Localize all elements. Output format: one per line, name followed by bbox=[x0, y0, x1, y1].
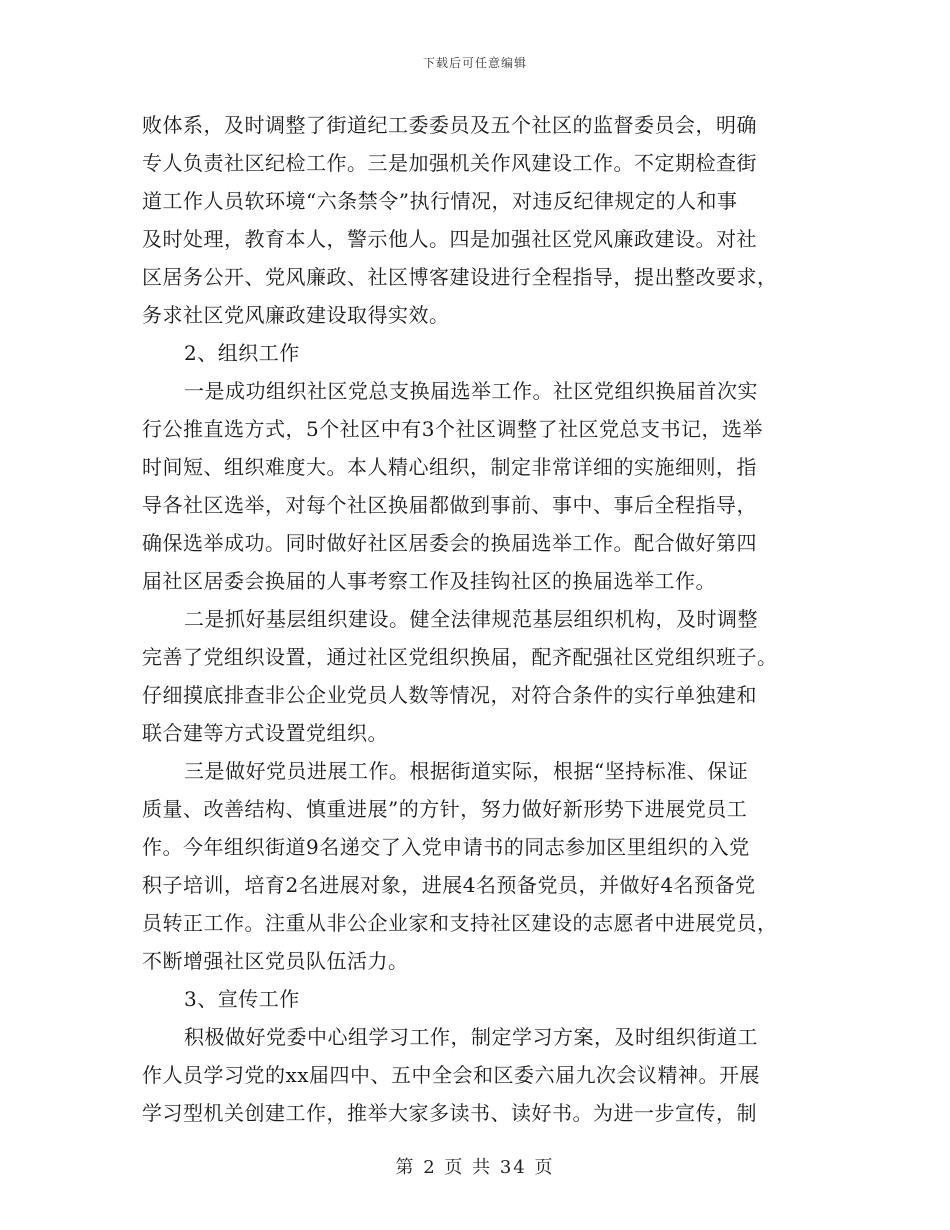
page-footer: 第 2 页 共 34 页 bbox=[395, 1157, 555, 1178]
text-line: 作。今年组织街道9名递交了入党申请书的同志参加区里组织的入党 bbox=[142, 835, 750, 859]
text-line: 行公推直选方式，5个社区中有3个社区调整了社区党总支书记，选举 bbox=[142, 417, 763, 441]
text-line: 不断增强社区党员队伍活力。 bbox=[142, 949, 409, 973]
text-line: 学习型机关创建工作，推举大家多读书、读好书。为进一步宣传，制 bbox=[142, 1101, 757, 1125]
text-line: 区居务公开、党风廉政、社区博客建设进行全程指导，提出整改要求， bbox=[142, 265, 778, 289]
text-line: 导各社区选举，对每个社区换届都做到事前、事中、事后全程指导， bbox=[142, 493, 757, 517]
text-line: 3、宣传工作 bbox=[184, 987, 300, 1011]
text-line: 仔细摸底排查非公企业党员人数等情况，对符合条件的实行单独建和 bbox=[142, 683, 757, 707]
text-line: 积极做好党委中心组学习工作，制定学习方案，及时组织街道工 bbox=[184, 1025, 758, 1049]
text-line: 三是做好党员进展工作。根据街道实际，根据“坚持标准、保证 bbox=[184, 759, 749, 783]
text-line: 质量、改善结构、慎重进展”的方针，努力做好新形势下进展党员工 bbox=[142, 797, 748, 821]
text-line: 确保选举成功。同时做好社区居委会的换届选举工作。配合做好第四 bbox=[142, 531, 757, 555]
text-line: 届社区居委会换届的人事考察工作及挂钩社区的换届选举工作。 bbox=[142, 569, 716, 593]
text-line: 务求社区党风廉政建设取得实效。 bbox=[142, 303, 450, 327]
page-header: 下载后可任意编辑 bbox=[422, 56, 527, 70]
text-line: 联合建等方式设置党组织。 bbox=[142, 721, 388, 745]
text-line: 完善了党组织设置，通过社区党组织换届，配齐配强社区党组织班子。 bbox=[142, 645, 778, 669]
text-line: 时间短、组织难度大。本人精心组织，制定非常详细的实施细则，指 bbox=[142, 455, 757, 479]
text-line: 道工作人员软环境“六条禁令”执行情况，对违反纪律规定的人和事 bbox=[142, 189, 738, 213]
text-line: 作人员学习党的xx届四中、五中全会和区委六届九次会议精神。开展 bbox=[142, 1063, 761, 1087]
text-line: 专人负责社区纪检工作。三是加强机关作风建设工作。不定期检查街 bbox=[142, 151, 757, 175]
text-line: 积子培训，培育2名进展对象，进展4名预备党员，并做好4名预备党 bbox=[142, 873, 756, 897]
text-line: 及时处理，教育本人，警示他人。四是加强社区党风廉政建设。对社 bbox=[142, 227, 757, 251]
text-line: 一是成功组织社区党总支换届选举工作。社区党组织换届首次实 bbox=[184, 379, 758, 403]
text-line: 二是抓好基层组织建设。健全法律规范基层组织机构，及时调整 bbox=[184, 607, 758, 631]
text-line: 员转正工作。注重从非公企业家和支持社区建设的志愿者中进展党员， bbox=[142, 911, 778, 935]
text-line: 败体系，及时调整了街道纪工委委员及五个社区的监督委员会，明确 bbox=[142, 113, 757, 137]
text-line: 2、组织工作 bbox=[184, 341, 300, 365]
document-body bbox=[142, 106, 810, 1132]
